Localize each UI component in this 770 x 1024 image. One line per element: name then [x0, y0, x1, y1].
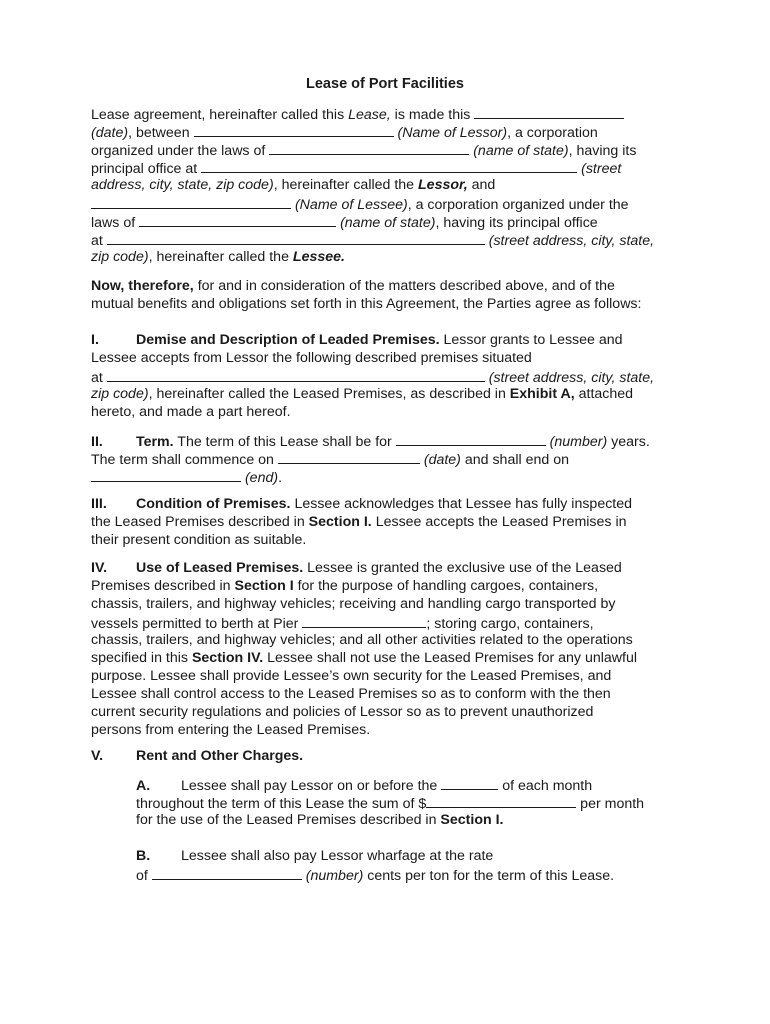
pier-field[interactable] — [302, 613, 426, 628]
premises-address-field[interactable] — [107, 367, 485, 382]
rent-due-day-field[interactable] — [441, 775, 498, 790]
section-1-heading: Demise and Description of Leaded Premises. — [136, 332, 440, 348]
term-start-field[interactable] — [278, 449, 420, 464]
lessor-state-field[interactable] — [269, 140, 469, 155]
term-end-field[interactable] — [91, 467, 241, 482]
intro-paragraph: Lease agreement, hereinafter called this Lease, is made this (date), between (Name of Lessor), a corporation organized under the laws of (name of state), having its principal office at (street address, city, state, zip code), hereinafter called the Lessor, and (Name of Lessee), a corporation organized under the laws of (name of state), having its principal office at (street address, city, state, zip code), hereinafter called the Lessee. — [91, 104, 681, 266]
section-5-heading: Rent and Other Charges. — [136, 748, 304, 764]
lessee-address-field[interactable] — [107, 230, 485, 245]
lessor-address-field[interactable] — [201, 158, 577, 173]
section-5-a: A. Lessee shall pay Lessor on or before the of each month throughout the term of this Lease the sum of $ per month for the use of the Leased Premises described in Section I. — [136, 775, 696, 829]
lessor-name-field[interactable] — [194, 122, 394, 137]
section-5: V. Rent and Other Charges. — [91, 748, 304, 764]
section-2-heading: Term. — [136, 434, 174, 450]
section-3: III. Condition of Premises. Lessee acknowledges that Lessee has fully inspected the Leased Premises described in Section I. Lessee accepts the Leased Premises in their present condition as suitable. — [91, 496, 633, 548]
date-day-field[interactable] — [474, 104, 624, 119]
section-4: IV. Use of Leased Premises. Lessee is granted the exclusive use of the Leased Premises described in Section I for the purpose of handling cargoes, containers, chassis, trailers, and highway vehicles; receiving and handling cargo transported by vessels permitted to berth at Pier ; storing cargo, containers, chassis, trailers, and highway vehicles; and all other activities related to the operations specified in this Section IV. Lessee shall not use the Leased Premises for any unlawful purpose. Lessee shall provide Lessee’s own security for the Leased Premises, and Lessee shall control access to the Leased Premises so as to conform with the then current security regulations and policies of Lessor so as to prevent unauthorized persons from entering the Leased Premises. — [91, 560, 638, 738]
section-3-heading: Condition of Premises. — [136, 496, 291, 512]
document-title: Lease of Port Facilities — [306, 76, 464, 92]
term-years-field[interactable] — [396, 431, 546, 446]
lessee-state-field[interactable] — [139, 212, 336, 227]
section-5-b: B. Lessee shall also pay Lessor wharfage at the rate of (number) cents per ton for the term of this Lease. — [136, 848, 615, 884]
section-1: I. Demise and Description of Leaded Premises. Lessor grants to Lessee and Lessee accepts from Lessor the following described premises situated at (street address, city, state, zip code), hereinafter called the Leased Premises, as described in Exhibit A, attached hereto, and made a part hereof. — [91, 332, 655, 420]
wharfage-rate-field[interactable] — [152, 865, 302, 880]
lessee-name-field[interactable] — [91, 194, 291, 209]
section-2: II. Term. The term of this Lease shall be for (number) years. The term shall commence on (date) and shall end on (end). — [91, 431, 681, 485]
recital-paragraph: Now, therefore, for and in consideration of the matters described above, and of the mutual benefits and obligations set forth in this Agreement, the Parties agree as follows: — [91, 278, 642, 312]
section-4-heading: Use of Leased Premises. — [136, 560, 304, 576]
rent-amount-field[interactable] — [426, 793, 576, 808]
